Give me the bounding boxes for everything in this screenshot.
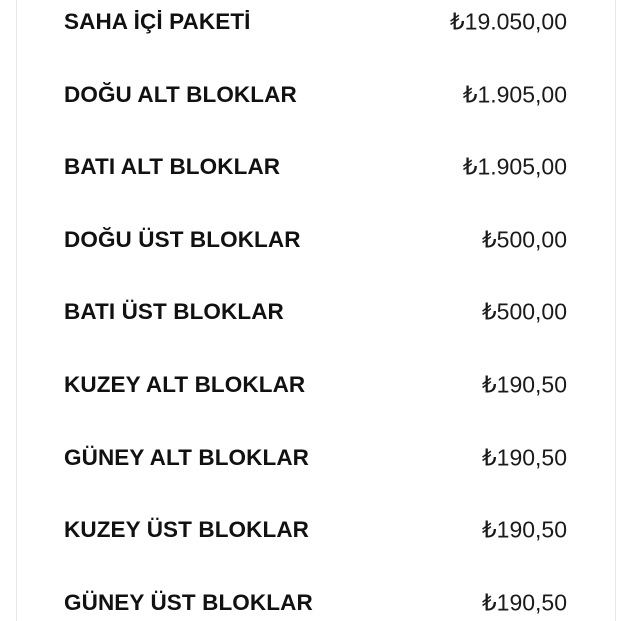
item-price: ₺190,50: [482, 371, 567, 398]
item-name: KUZEY ÜST BLOKLAR: [64, 517, 310, 542]
list-item-guney-alt-bloklar[interactable]: [17, 438, 615, 478]
item-name: GÜNEY ÜST BLOKLAR: [64, 590, 313, 615]
item-price: ₺1.905,00: [462, 81, 567, 108]
item-price: ₺1.905,00: [462, 153, 567, 180]
price-list-card: [16, 0, 616, 621]
item-name: BATI ÜST BLOKLAR: [64, 299, 284, 324]
list-item-guney-ust-bloklar[interactable]: [17, 583, 615, 621]
item-price: ₺500,00: [482, 226, 567, 253]
item-price: ₺19.050,00: [450, 8, 567, 35]
item-price: ₺500,00: [482, 298, 567, 325]
list-item-kuzey-alt-bloklar[interactable]: [17, 365, 615, 405]
list-item-bati-alt-bloklar[interactable]: [17, 147, 615, 187]
list-item-bati-ust-bloklar[interactable]: [17, 292, 615, 332]
item-name: DOĞU ALT BLOKLAR: [64, 82, 297, 107]
item-price: ₺190,50: [482, 444, 567, 471]
list-item-saha-ici-paketi[interactable]: [17, 2, 615, 42]
item-name: KUZEY ALT BLOKLAR: [64, 372, 306, 397]
item-name: DOĞU ÜST BLOKLAR: [64, 227, 301, 252]
item-name: SAHA İÇİ PAKETİ: [64, 9, 251, 34]
item-name: BATI ALT BLOKLAR: [64, 154, 281, 179]
list-item-kuzey-ust-bloklar[interactable]: [17, 510, 615, 550]
list-item-dogu-ust-bloklar[interactable]: [17, 220, 615, 260]
item-price: ₺190,50: [482, 516, 567, 543]
item-price: ₺190,50: [482, 589, 567, 616]
list-item-dogu-alt-bloklar[interactable]: [17, 75, 615, 115]
item-name: GÜNEY ALT BLOKLAR: [64, 445, 310, 470]
